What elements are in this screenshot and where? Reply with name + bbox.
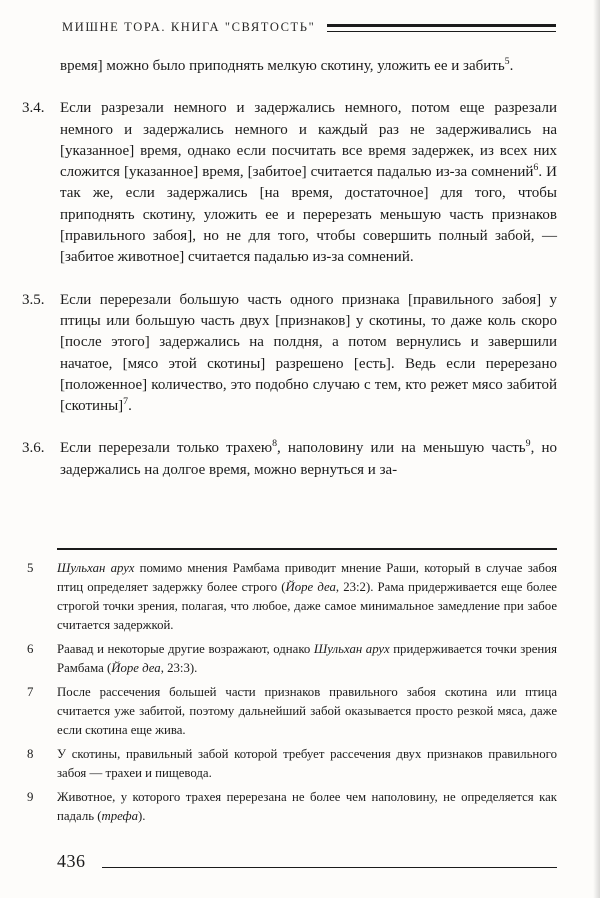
paragraph-number: 3.6.: [22, 440, 45, 457]
footnote-number: 9: [27, 790, 34, 804]
paragraph-text: Если перерезали только трахею$^8$, наполовину или на меньшую часть$^9$, но задержались на долгое время, можно вернуться и за-: [60, 438, 557, 478]
footnote-text: После рассечения большей части признаков правильного забоя скотина или птица считается уже забитой, поэтому дальнейший забой оказывается просто резкой мяса, даже если скотина еще жива.: [57, 685, 557, 737]
page-body: [22, 56, 557, 481]
paragraph-3-6: [22, 438, 557, 481]
footnote-number: 6: [27, 642, 34, 656]
footnote-7: [27, 683, 557, 740]
footnote-number: 8: [27, 747, 34, 761]
footnote-text: У скотины, правильный забой которой требует рассечения двух признаков правильного забоя — трахеи и пищевода.: [57, 747, 557, 780]
paragraph-text: Если перерезали большую часть одного признака [правильного забоя] у птицы или большую часть двух [признаков] у скотины, то даже коль скоро [после этого] задержались на полдня, а потом вернулись и завершили начатое, [мясо этой скотины] разрешено [есть]. Ведь если перерезано [положенное] количество, это подобно случаю с тем, кто режет мясо забитой [скотины]$^7$.: [60, 291, 557, 415]
paragraph-3-5: [22, 290, 557, 418]
footnote-5: [27, 559, 557, 635]
paragraph-number: 3.4.: [22, 100, 45, 117]
page-number: 436: [57, 851, 86, 871]
footnote-separator-rule: [57, 548, 557, 550]
footnote-text: Животное, у которого трахея перерезана не более чем наполовину, не определяется как падаль (трефа).: [57, 790, 557, 823]
footnote-text: Раавад и некоторые другие возражают, однако Шульхан арух придерживается точки зрения Рамбама (Йоре деа, 23:3).: [57, 642, 557, 675]
paragraph-text: Если разрезали немного и задержались немного, потом еще разрезали немного и задержались немного и каждый раз не задерживались на [указанное] время, однако если посчитать все время задержек, из всех них сложится [указанное] время, [забитое] считается падалью из-за сомнений$^6$. И так же, если задержались [на время, достаточное] для того, чтобы приподнять скотину, уложить ее и перерезать меньшую часть признаков [правильного забоя], но не для того, чтобы совершить полный забой, — [забитое животное] считается падалью из-за сомнений.: [60, 100, 557, 266]
footnotes-section: [27, 559, 557, 826]
paragraph-number: 3.5.: [22, 291, 45, 308]
page-footer: [57, 851, 557, 872]
footnote-number: 5: [27, 561, 34, 575]
paragraph-continuation: время] можно было приподнять мелкую скотину, уложить ее и забить$^5$.: [60, 56, 514, 74]
footnote-9: [27, 788, 557, 826]
paragraph-3-4: [22, 98, 557, 268]
footnote-6: [27, 640, 557, 678]
footnote-text: Шульхан арух помимо мнения Рамбама приводит мнение Раши, который в случае забоя птиц определяет задержку более строго (Йоре деа, 23:2). Рама придерживается еще более строгой точки зрения, полагая, что любое, даже самое минимальное замедление при забое считается задержкой.: [57, 561, 557, 632]
footnote-8: [27, 745, 557, 783]
header-rule: [327, 24, 556, 32]
running-head-title: МИШНЕ ТОРА. КНИГА "СВЯТОСТЬ": [62, 20, 316, 34]
footer-rule: [102, 867, 558, 868]
footnote-number: 7: [27, 685, 34, 699]
page-header: [62, 20, 556, 35]
